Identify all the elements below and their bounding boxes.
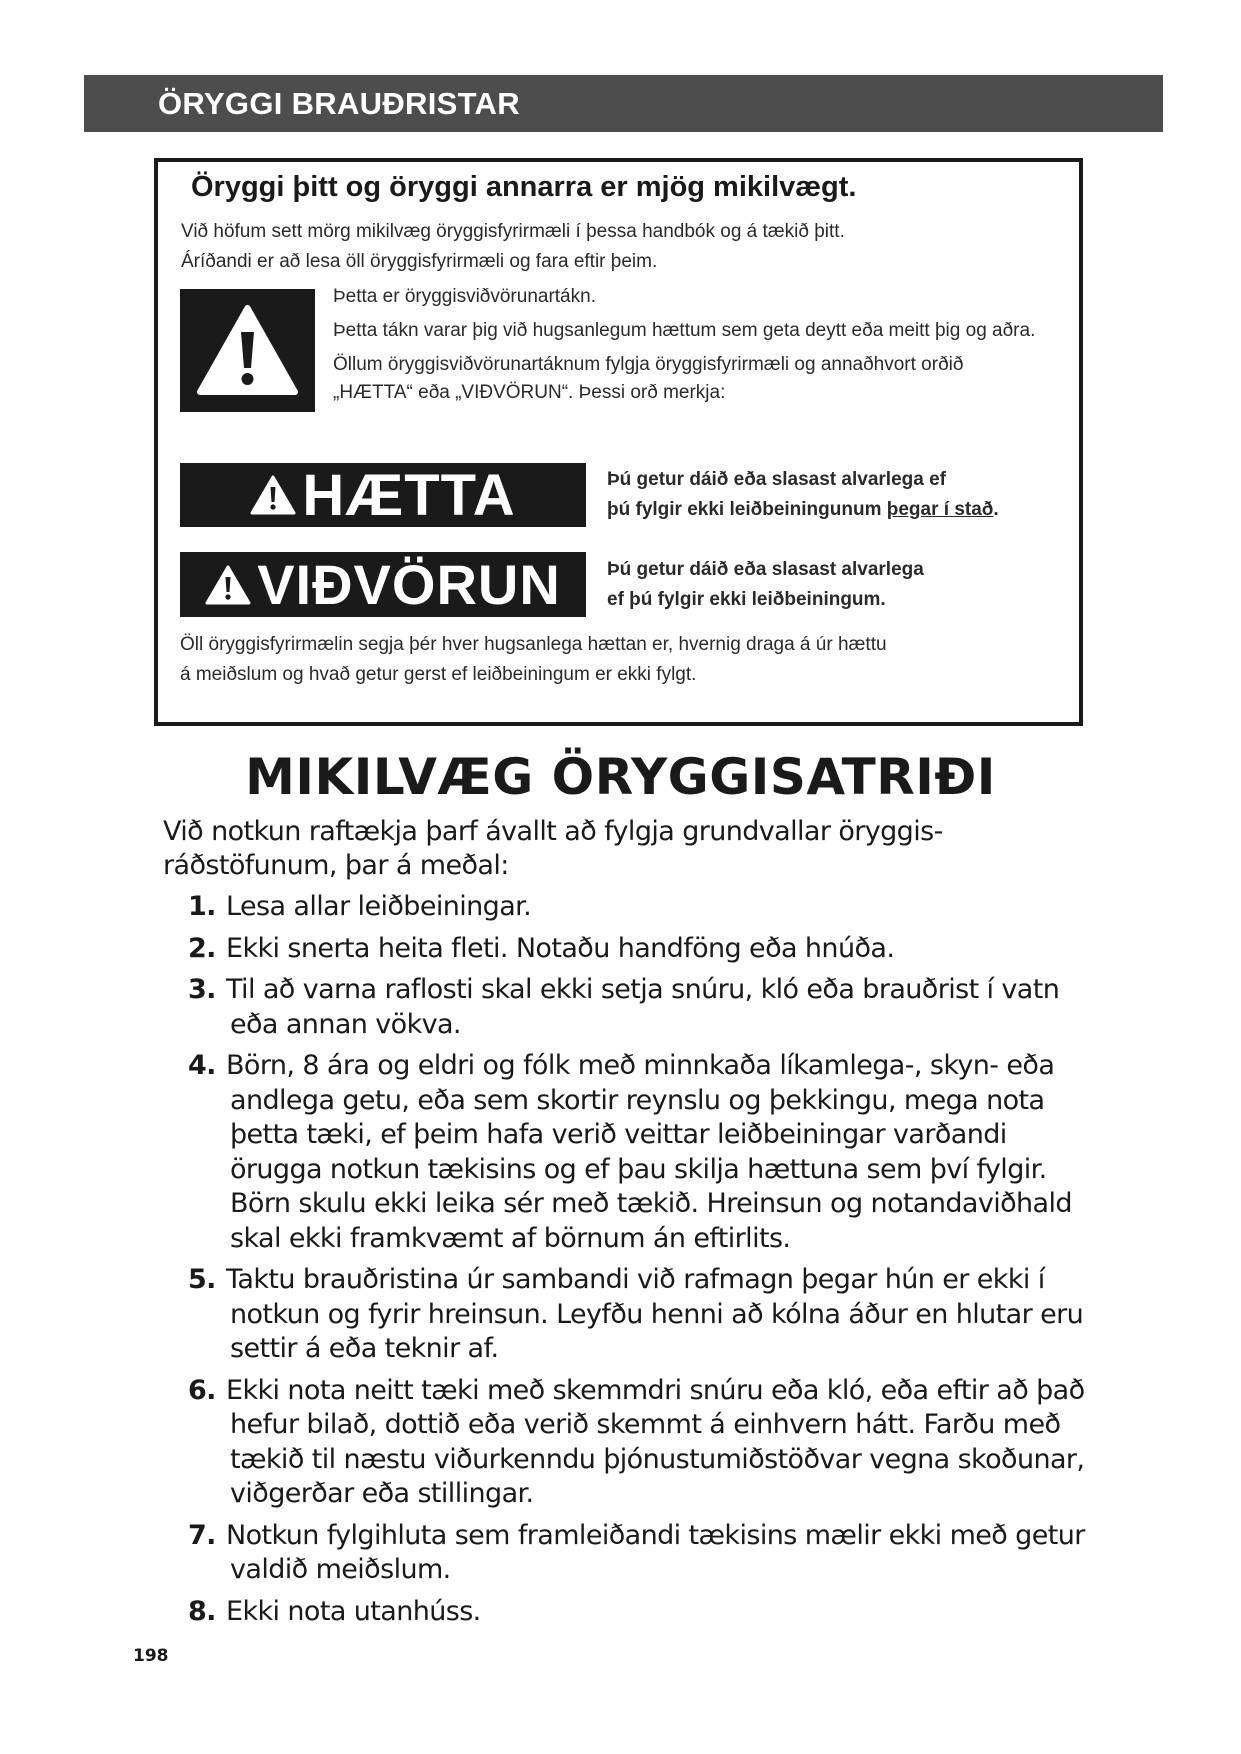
list-item <box>188 1374 1088 1512</box>
section-header <box>84 75 1163 132</box>
symbol-paragraph: Öllum öryggisviðvörunartáknum fylgja öryggisfyrirmæli og annaðhvort orðið „HÆTTA“ eða „VIÐVÖRUN“. Þessi orð merkja: <box>333 354 964 403</box>
intro-line: Við höfum sett mörg mikilvæg öryggisfyrirmæli í þessa handbók og á tækið þitt. <box>181 221 845 242</box>
item-text: Börn, 8 ára og eldri og fólk með minnkaða líkamlega-, skyn- eða andlega getu, eða sem skortir reynslu og þekkingu, mega nota þetta tæki, ef þeim hafa verið veittar leiðbeiningar varðandi örugga notkun tækisins og ef þau skilja hættuna sem því fylgir. Börn skulu ekki leika sér með tækið. Hreinsun og notandaviðhald skal ekki framkvæmt af börnum án eftirlits. <box>226 1050 1072 1254</box>
list-item <box>188 1263 1088 1367</box>
item-text: Ekki nota utanhúss. <box>226 1595 481 1627</box>
item-number: 4. <box>188 1050 216 1081</box>
danger-desc-line: Þú getur dáið eða slasast alvarlega ef <box>607 469 946 490</box>
danger-description <box>607 465 1067 525</box>
safety-notice-box <box>154 158 1083 726</box>
safety-box-intro <box>181 217 1061 277</box>
warning-triangle-icon <box>195 302 300 399</box>
danger-label: HÆTTA <box>302 462 516 528</box>
item-number: 1. <box>188 891 216 922</box>
danger-desc-underlined: þegar í stað <box>886 499 994 520</box>
item-text: Til að varna raflosti skal ekki setja snúru, kló eða brauðrist í vatn eða annan vökva. <box>226 974 1060 1040</box>
safety-box-title: Öryggi þitt og öryggi annarra er mjög mikilvægt. <box>191 171 857 203</box>
intro-paragraph: Við notkun raftækja þarf ávallt að fylgja grundvallar öryggis-ráðstöfunum, þar á meðal: <box>163 816 943 881</box>
list-item <box>188 1595 1088 1630</box>
item-text: Taktu brauðristina úr sambandi við rafmagn þegar hún er ekki í notkun og fyrir hreinsun. Leyfðu henni að kólna áður en hlutar eru settir á eða teknir af. <box>226 1264 1084 1364</box>
item-number: 7. <box>188 1519 216 1551</box>
symbol-explanation <box>333 283 1043 413</box>
danger-desc-line <box>607 495 1067 525</box>
item-number: 3. <box>188 974 216 1005</box>
item-text: Notkun fylgihluta sem framleiðandi tækisins mælir ekki með getur valdið meiðslum. <box>226 1519 1085 1585</box>
section-title: ÖRYGGI BRAUÐRISTAR <box>158 86 520 121</box>
page-number: 198 <box>133 1646 169 1666</box>
symbol-paragraph: Þetta tákn varar þig við hugsanlegum hættum sem geta deytt eða meitt þig og aðra. <box>333 320 1036 341</box>
warning-desc-line: Þú getur dáið eða slasast alvarlega <box>607 559 924 580</box>
item-number: 2. <box>188 932 216 964</box>
warning-signal-word <box>180 552 586 617</box>
safety-alert-symbol <box>180 289 315 412</box>
warning-desc-line: ef þú fylgir ekki leiðbeiningum. <box>607 589 886 610</box>
instruction-list <box>188 890 1088 1636</box>
item-number: 5. <box>188 1264 216 1295</box>
page-title: MIKILVÆG ÖRYGGISATRIÐI <box>245 748 996 806</box>
danger-signal-word <box>180 463 586 527</box>
list-item <box>188 932 1088 967</box>
list-item <box>188 973 1088 1042</box>
footer-line: á meiðslum og hvað getur gerst ef leiðbeiningum er ekki fylgt. <box>180 664 697 685</box>
danger-desc-end: . <box>993 499 999 520</box>
intro-line: Áríðandi er að lesa öll öryggisfyrirmæli og fara eftir þeim. <box>181 251 658 272</box>
safety-box-footer <box>180 630 1060 690</box>
footer-line: Öll öryggisfyrirmælin segja þér hver hugsanlega hættan er, hvernig draga á úr hættu <box>180 634 887 655</box>
list-item <box>188 890 1088 925</box>
item-number: 6. <box>188 1374 216 1406</box>
warning-triangle-icon <box>205 564 251 606</box>
item-number: 8. <box>188 1595 216 1627</box>
danger-desc-text: þú fylgir ekki leiðbeiningunum <box>607 499 887 520</box>
warning-description <box>607 555 1067 615</box>
item-text: Lesa allar leiðbeiningar. <box>226 891 532 922</box>
item-text: Ekki nota neitt tæki með skemmdri snúru eða kló, eða eftir að það hefur bilað, dottið eða verið skemmt á einhvern hátt. Farðu með tækið til næstu viðurkenndu þjónustumiðstöðvar vegna skoðunar, viðgerðar eða stillingar. <box>226 1374 1085 1509</box>
list-item <box>188 1049 1088 1256</box>
warning-triangle-icon <box>250 474 296 516</box>
list-item <box>188 1519 1088 1588</box>
warning-label: VIÐVÖRUN <box>257 553 561 616</box>
symbol-paragraph: Þetta er öryggisviðvörunartákn. <box>333 286 596 307</box>
item-text: Ekki snerta heita fleti. Notaðu handföng eða hnúða. <box>226 932 895 964</box>
